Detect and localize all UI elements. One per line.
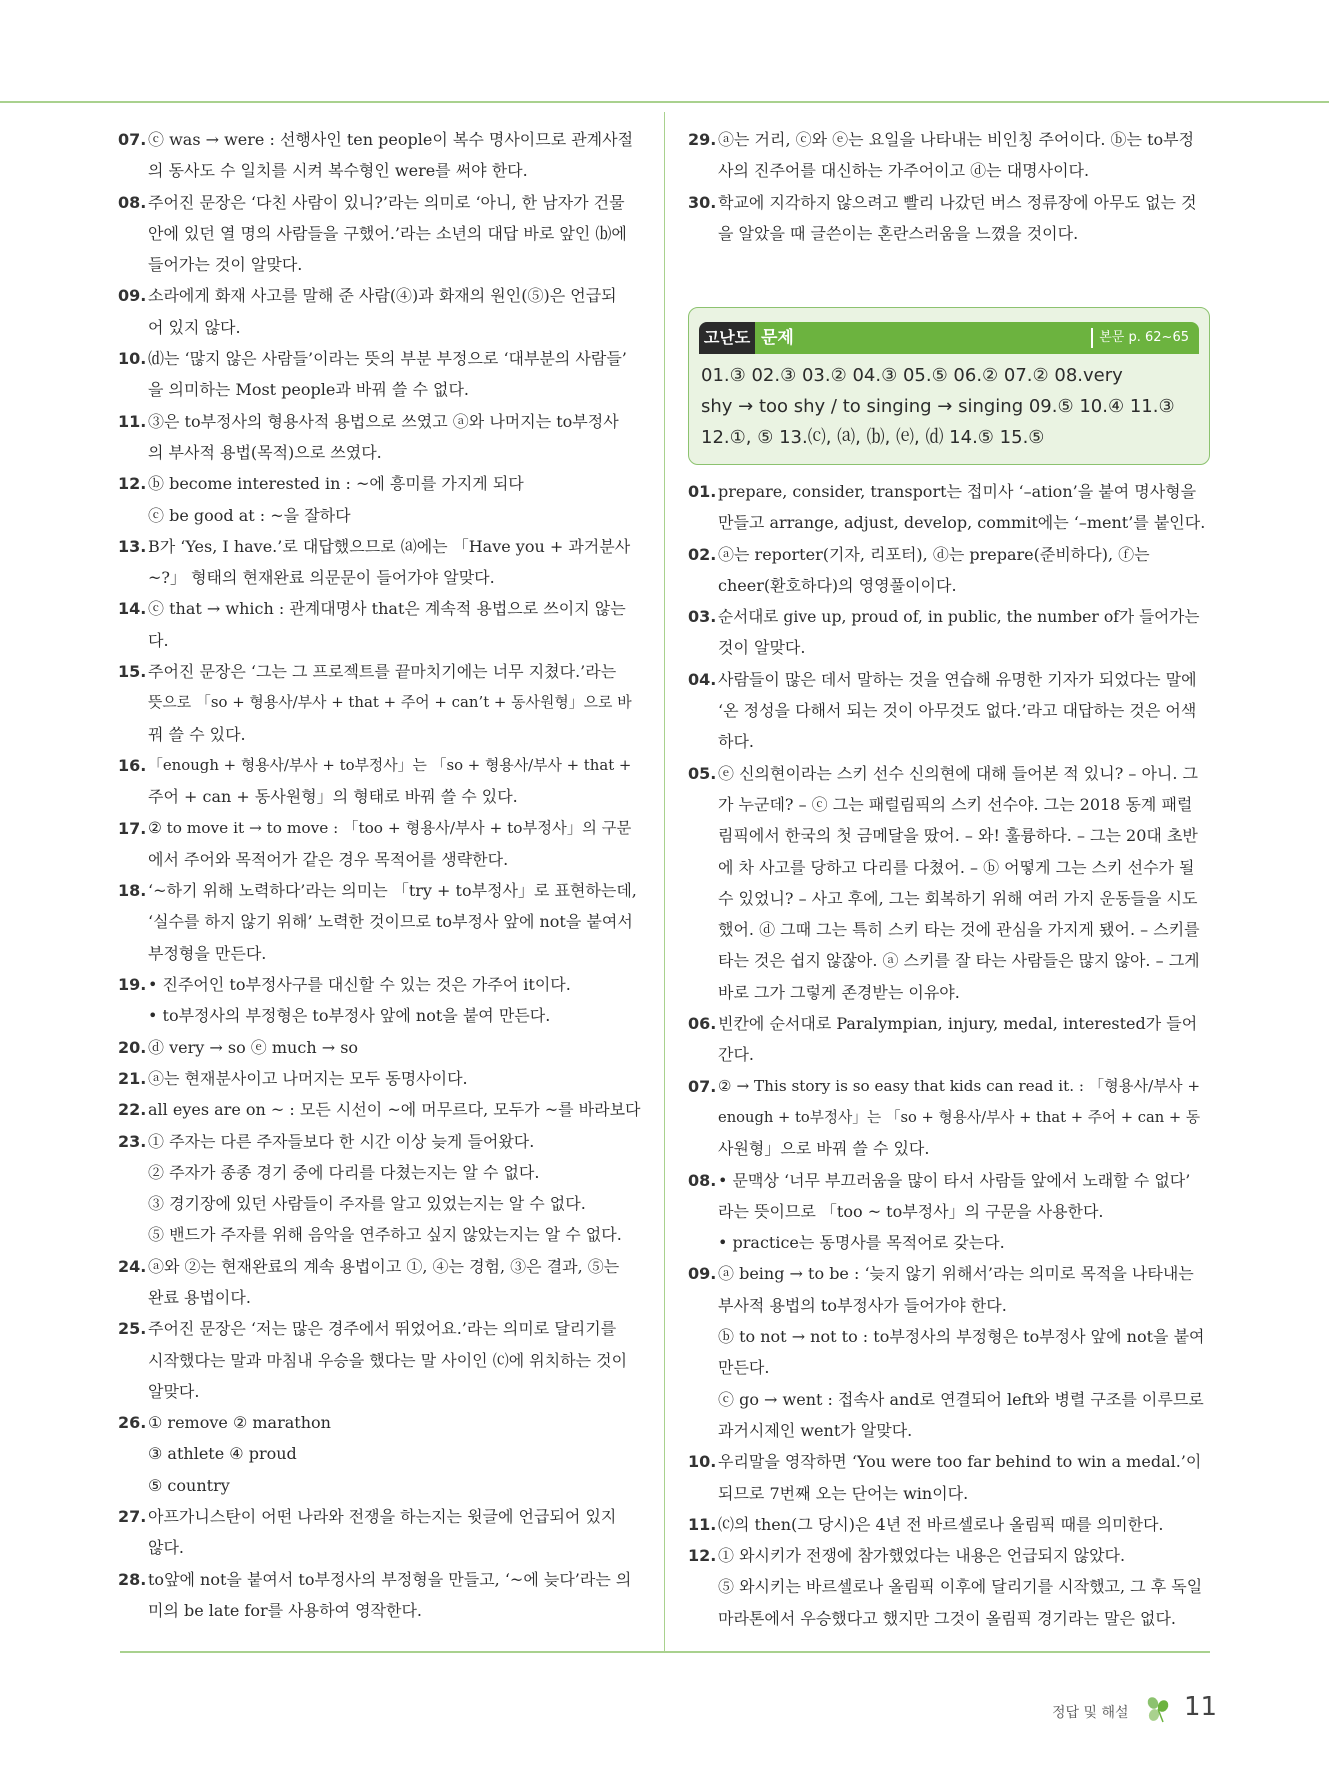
item-text	[718, 1258, 1210, 1446]
item-line: 순서대로 give up, proud of, in public, the number of가 들어가는	[718, 607, 1200, 627]
item-line: 「enough + 형용사/부사 + to부정사」는 「so + 형용사/부사 + that +	[148, 755, 632, 774]
item-number: 17.	[118, 818, 147, 838]
item-line: ‘실수를 하지 않기 위해’ 노력한 것이므로 to부정사 앞에 not을 붙여서	[148, 912, 633, 932]
item-number: 02.	[688, 544, 717, 564]
item-line: 가 누군데? – ⓒ 그는 패럴림픽의 스키 선수야. 그는 2018 동계 패럴	[718, 794, 1193, 814]
item-line: ① 주자는 다른 주자들보다 한 시간 이상 늦게 들어왔다.	[148, 1131, 535, 1151]
item-text	[718, 1446, 1210, 1509]
item-line: ⓐ는 거리, ⓒ와 ⓔ는 요일을 나타내는 비인칭 주어이다. ⓑ는 to부정	[718, 130, 1195, 149]
item-line: ⓔ 신의현이라는 스키 선수 신의현에 대해 들어본 적 있니? – 아니. 그	[718, 763, 1199, 783]
item-number: 11.	[688, 1514, 717, 1534]
answer-item	[688, 1540, 1210, 1634]
item-number: 30.	[688, 192, 717, 212]
item-line: • practice는 동명사를 목적어로 갖는다.	[718, 1233, 1005, 1253]
item-line: 꿔 쓸 수 있다.	[148, 724, 246, 744]
answer-item	[118, 750, 642, 813]
item-number: 03.	[688, 607, 717, 627]
item-number: 04.	[688, 669, 717, 689]
item-line: ② → This story is so easy that kids can read it. : 「형용사/부사 +	[718, 1076, 1201, 1095]
bottom-rule	[120, 1651, 1210, 1653]
answer-item	[688, 1071, 1210, 1165]
answer-item	[688, 476, 1210, 539]
item-number: 23.	[118, 1131, 147, 1151]
answer-item	[118, 468, 642, 531]
item-line: 다.	[148, 630, 169, 650]
answer-item	[118, 280, 642, 343]
item-line: 들어가는 것이 알맞다.	[148, 255, 303, 275]
item-text	[148, 1063, 642, 1094]
item-number: 01.	[688, 482, 717, 501]
item-line: ~?」 형태의 현재완료 의문문이 들어가야 알맞다.	[148, 568, 495, 588]
item-line: ③ athlete ④ proud	[148, 1444, 297, 1464]
column-divider	[664, 112, 665, 1652]
left-column	[118, 124, 642, 1626]
item-text	[148, 406, 642, 469]
item-text	[718, 758, 1210, 1008]
item-text	[148, 531, 642, 594]
item-text	[148, 124, 642, 187]
item-line: ① 와시키가 전쟁에 참가했었다는 내용은 언급되지 않았다.	[718, 1546, 1126, 1566]
item-line: 않다.	[148, 1538, 184, 1558]
item-line: ⑤ country	[148, 1475, 230, 1495]
item-text	[718, 1509, 1210, 1540]
item-line: ⒞의 then(그 당시)은 4년 전 바르셀로나 올림픽 때를 의미한다.	[718, 1514, 1164, 1534]
page-reference: 본문 p. 62~65	[1091, 328, 1189, 348]
item-line: ⓒ go → went : 접속사 and로 연결되어 left와 병렬 구조를 이루므로	[718, 1389, 1204, 1409]
item-number: 22.	[118, 1100, 147, 1120]
item-text	[148, 1407, 642, 1501]
answer-item	[118, 531, 642, 594]
item-text	[718, 601, 1210, 664]
item-text	[148, 280, 642, 343]
item-line: ② to move it → to move : 「too + 형용사/부사 + to부정사」의 구문	[148, 818, 632, 837]
right-column-top	[688, 124, 1210, 249]
item-number: 07.	[118, 130, 147, 149]
answer-box	[688, 307, 1210, 465]
item-number: 25.	[118, 1319, 147, 1339]
item-text	[148, 187, 642, 281]
item-line: 라는 뜻이므로 「too ~ to부정사」의 구문을 사용한다.	[718, 1201, 1104, 1221]
item-line: 만든다.	[718, 1358, 770, 1378]
answer-item	[118, 969, 642, 1032]
answer-item	[118, 1251, 642, 1314]
item-text	[148, 656, 642, 750]
footer-label: 정답 및 해설	[1052, 1705, 1129, 1721]
item-line: • 문맥상 ‘너무 부끄러움을 많이 타서 사람들 앞에서 노래할 수 없다’	[718, 1170, 1191, 1190]
answer-item	[118, 1407, 642, 1501]
answer-key-line: 12.①, ⑤ 13.⒞, ⒜, ⒝, ⒠, ⒟ 14.⑤ 15.⑤	[701, 427, 1045, 448]
item-number: 09.	[118, 286, 147, 306]
answer-item	[688, 601, 1210, 664]
item-line: B가 ‘Yes, I have.’로 대답했으므로 ⒜에는 「Have you + 과거분사	[148, 536, 631, 556]
item-line: ② 주자가 종종 경기 중에 다리를 다쳤는지는 알 수 없다.	[148, 1162, 540, 1182]
item-number: 08.	[118, 192, 147, 212]
item-line: enough + to부정사」는 「so + 형용사/부사 + that + 주어 + can + 동	[718, 1108, 1201, 1126]
answer-item	[118, 593, 642, 656]
item-line: 어 있지 않다.	[148, 317, 241, 337]
item-line: 안에 있던 열 명의 사람들을 구했어.’라는 소년의 대답 바로 앞인 ⒝에	[148, 223, 627, 243]
item-line: ⑤ 밴드가 주자를 위해 음악을 연주하고 싶지 않았는지는 알 수 없다.	[148, 1225, 622, 1245]
item-line: 수 있었니? – 사고 후에, 그는 회복하기 위해 여러 가지 운동들을 시도	[718, 888, 1198, 908]
item-line: 만들고 arrange, adjust, develop, commit에는 ‘–ment’를 붙인다.	[718, 513, 1206, 533]
item-number: 07.	[688, 1076, 717, 1096]
item-text	[718, 124, 1210, 187]
item-line: ⓐ being → to be : ‘늦지 않기 위해서’라는 의미로 목적을 나타내는	[718, 1264, 1194, 1284]
item-text	[148, 813, 642, 876]
item-number: 09.	[688, 1264, 717, 1284]
answer-item	[688, 187, 1210, 250]
item-line: 바로 그가 그렇게 존경받는 이유야.	[718, 982, 960, 1002]
answer-item	[688, 124, 1210, 187]
answer-item	[688, 1165, 1210, 1259]
item-line: 림픽에서 한국의 첫 금메달을 땄어. – 와! 훌륭하다. – 그는 20대 초반	[718, 826, 1198, 846]
item-line: 시작했다는 말과 마침내 우승을 했다는 말 사이인 ⒞에 위치하는 것이	[148, 1350, 628, 1370]
item-text	[148, 875, 642, 969]
item-text	[718, 664, 1210, 758]
item-text	[148, 1313, 642, 1407]
right-column-bottom	[688, 476, 1210, 1634]
item-number: 08.	[688, 1170, 717, 1190]
item-line: prepare, consider, transport는 접미사 ‘–ation’을 붙여 명사형을	[718, 482, 1197, 501]
item-line: 되므로 7번째 오는 단어는 win이다.	[718, 1483, 969, 1503]
answer-item	[118, 1063, 642, 1094]
item-text	[148, 1094, 642, 1125]
item-text	[148, 1564, 642, 1627]
answer-item	[118, 343, 642, 406]
answer-item	[118, 124, 642, 187]
item-text	[148, 969, 642, 1032]
item-line: ⒟는 ‘많지 않은 사람들’이라는 뜻의 부분 부정으로 ‘대부분의 사람들’	[148, 349, 627, 369]
item-number: 15.	[118, 662, 147, 682]
item-number: 05.	[688, 763, 717, 783]
answer-key	[701, 360, 1201, 453]
item-text	[148, 593, 642, 656]
item-line: 주어 + can + 동사원형」의 형태로 바꿔 쓸 수 있다.	[148, 787, 518, 807]
item-number: 10.	[688, 1452, 717, 1472]
item-line: ① remove ② marathon	[148, 1413, 331, 1433]
item-line: 주어진 문장은 ‘다친 사람이 있니?’라는 의미로 ‘아니, 한 남자가 건물	[148, 192, 625, 212]
item-line: ⓑ become interested in : ~에 흥미를 가지게 되다	[148, 474, 524, 494]
answer-item	[118, 406, 642, 469]
item-text	[718, 1071, 1210, 1165]
item-line: ③ 경기장에 있던 사람들이 주자를 알고 있었는지는 알 수 없다.	[148, 1194, 586, 1214]
item-line: to앞에 not을 붙여서 to부정사의 부정형을 만들고, ‘~에 늦다’라는 의	[148, 1569, 632, 1589]
item-number: 29.	[688, 130, 717, 149]
item-line: ‘~하기 위해 노력하다’라는 의미는 「try + to부정사」로 표현하는데,	[148, 881, 637, 901]
item-number: 20.	[118, 1037, 147, 1057]
answer-box-header	[699, 322, 1199, 354]
item-text	[148, 750, 642, 813]
answer-item	[118, 813, 642, 876]
item-number: 06.	[688, 1014, 717, 1034]
item-line: 완료 용법이다.	[148, 1287, 251, 1307]
item-line: 주어진 문장은 ‘그는 그 프로젝트를 끝마치기에는 너무 지쳤다.’라는	[148, 662, 617, 682]
item-line: 과거시제인 went가 알맞다.	[718, 1420, 913, 1440]
item-text	[718, 539, 1210, 602]
item-line: all eyes are on ~ : 모든 시선이 ~에 머무르다, 모두가 ~를 바라보다	[148, 1100, 641, 1120]
answer-item	[688, 664, 1210, 758]
difficulty-tag: 고난도	[699, 322, 755, 354]
item-line: ⓓ very → so ⓔ much → so	[148, 1037, 359, 1057]
answer-item	[688, 1258, 1210, 1446]
item-line: 아프가니스탄이 어떤 나라와 전쟁을 하는지는 윗글에 언급되어 있지	[148, 1507, 617, 1527]
answer-item	[688, 1008, 1210, 1071]
item-text	[148, 1501, 642, 1564]
answer-item	[688, 758, 1210, 1008]
answer-key-line: shy → too shy / to singing → singing 09.⑤ 10.④ 11.③	[701, 396, 1175, 417]
leaf-icon	[1143, 1694, 1173, 1724]
item-number: 21.	[118, 1068, 147, 1088]
item-text	[718, 476, 1210, 539]
item-line: 부사적 용법의 to부정사가 들어가야 한다.	[718, 1295, 1007, 1315]
answer-item	[118, 1501, 642, 1564]
item-line: 의 동사도 수 일치를 시켜 복수형인 were를 써야 한다.	[148, 161, 528, 181]
item-number: 10.	[118, 349, 147, 369]
item-line: 마라톤에서 우승했다고 했지만 그것이 올림픽 경기라는 말은 없다.	[718, 1608, 1177, 1628]
item-line: 사의 진주어를 대신하는 가주어이고 ⓓ는 대명사이다.	[718, 161, 1090, 181]
item-number: 12.	[688, 1546, 717, 1566]
item-line: • 진주어인 to부정사구를 대신할 수 있는 것은 가주어 it이다.	[148, 975, 571, 995]
item-line: • to부정사의 부정형은 to부정사 앞에 not을 붙여 만든다.	[148, 1006, 551, 1026]
item-text	[718, 1008, 1210, 1071]
item-number: 16.	[118, 755, 147, 775]
item-line: cheer(환호하다)의 영영풀이이다.	[718, 575, 957, 595]
item-text	[148, 1032, 642, 1063]
item-line: 주어진 문장은 ‘저는 많은 경주에서 뛰었어요.’라는 의미로 달리기를	[148, 1319, 617, 1339]
item-line: 간다.	[718, 1045, 754, 1065]
item-number: 13.	[118, 536, 147, 556]
answer-item	[118, 187, 642, 281]
answer-item	[118, 656, 642, 750]
page-number: 11	[1184, 1692, 1218, 1722]
item-line: 하다.	[718, 732, 754, 752]
item-line: ⓑ to not → not to : to부정사의 부정형은 to부정사 앞에 not을 붙여	[718, 1327, 1205, 1347]
item-line: 을 의미하는 Most people과 바꿔 쓸 수 없다.	[148, 380, 469, 400]
item-line: 타는 것은 쉽지 않잖아. ⓐ 스키를 잘 타는 사람들은 많지 않아. – 그게	[718, 951, 1200, 971]
answer-item	[118, 1564, 642, 1627]
item-number: 26.	[118, 1413, 147, 1433]
item-text	[148, 343, 642, 406]
item-text	[718, 1540, 1210, 1634]
item-line: 을 알았을 때 글쓴이는 혼란스러움을 느꼈을 것이다.	[718, 223, 1079, 243]
item-text	[148, 468, 642, 531]
item-line: ⓒ be good at : ~을 잘하다	[148, 505, 351, 525]
item-text	[718, 1165, 1210, 1259]
item-line: 의 부사적 용법(목적)으로 쓰였다.	[148, 442, 382, 462]
item-number: 12.	[118, 474, 147, 494]
answer-item	[118, 875, 642, 969]
item-line: 에 차 사고를 당하고 다리를 다쳤어. – ⓑ 어떻게 그는 스키 선수가 될	[718, 857, 1195, 877]
answer-item	[688, 539, 1210, 602]
item-line: ‘온 정성을 다해서 되는 것이 아무것도 없다.’라고 대답하는 것은 어색	[718, 701, 1197, 721]
item-number: 28.	[118, 1569, 147, 1589]
answer-item	[118, 1094, 642, 1125]
item-line: ⓒ that → which : 관계대명사 that은 계속적 용법으로 쓰이지 않는	[148, 599, 626, 619]
item-number: 11.	[118, 411, 147, 431]
item-number: 14.	[118, 599, 147, 619]
item-line: 것이 알맞다.	[718, 638, 806, 658]
item-number: 18.	[118, 881, 147, 901]
item-line: 소라에게 화재 사고를 말해 준 사람(④)과 화재의 원인(⑤)은 언급되	[148, 286, 617, 306]
item-text	[718, 187, 1210, 250]
item-text	[148, 1251, 642, 1314]
item-line: 학교에 지각하지 않으려고 빨리 나갔던 버스 정류장에 아무도 없는 것	[718, 192, 1197, 212]
item-line: 미의 be late for를 사용하여 영작한다.	[148, 1600, 423, 1620]
item-line: ⑤ 와시키는 바르셀로나 올림픽 이후에 달리기를 시작했고, 그 후 독일	[718, 1577, 1203, 1597]
item-line: ⓐ와 ②는 현재완료의 계속 용법이고 ①, ④는 경험, ③은 결과, ⑤는	[148, 1256, 620, 1276]
item-line: 뜻으로 「so + 형용사/부사 + that + 주어 + can’t + 동사원형」으로 바	[148, 693, 632, 712]
answer-item	[118, 1032, 642, 1063]
item-line: 우리말을 영작하면 ‘You were too far behind to win a medal.’이	[718, 1452, 1202, 1472]
item-line: ⓐ는 reporter(기자, 리포터), ⓓ는 prepare(준비하다), ⓕ는	[718, 544, 1150, 564]
item-number: 19.	[118, 975, 147, 995]
item-line: 알맞다.	[148, 1381, 200, 1401]
item-number: 24.	[118, 1256, 147, 1276]
answer-box-title: 문제	[761, 328, 794, 348]
answer-item	[688, 1509, 1210, 1540]
item-line: ③은 to부정사의 형용사적 용법으로 쓰였고 ⓐ와 나머지는 to부정사	[148, 411, 619, 431]
item-text	[148, 1126, 642, 1251]
item-number: 27.	[118, 1507, 147, 1527]
item-line: 했어. ⓓ 그때 그는 특히 스키 타는 것에 관심을 가지게 됐어. – 스키를	[718, 920, 1200, 940]
answer-item	[118, 1126, 642, 1251]
item-line: ⓒ was → were : 선행사인 ten people이 복수 명사이므로 관계사절	[148, 130, 634, 149]
answer-key-line: 01.③ 02.③ 03.② 04.③ 05.⑤ 06.② 07.② 08.very	[701, 365, 1123, 386]
item-line: 사람들이 많은 데서 말하는 것을 연습해 유명한 기자가 되었다는 말에	[718, 669, 1197, 689]
item-line: 사원형」으로 바꿔 쓸 수 있다.	[718, 1139, 930, 1159]
answer-item	[688, 1446, 1210, 1509]
item-line: 빈칸에 순서대로 Paralympian, injury, medal, interested가 들어	[718, 1014, 1198, 1034]
answer-box-bar	[755, 322, 1199, 354]
answer-item	[118, 1313, 642, 1407]
item-line: 부정형을 만든다.	[148, 943, 267, 963]
top-rule	[0, 101, 1329, 103]
item-line: ⓐ는 현재분사이고 나머지는 모두 동명사이다.	[148, 1068, 468, 1088]
item-line: 에서 주어와 목적어가 같은 경우 목적어를 생략한다.	[148, 849, 509, 869]
